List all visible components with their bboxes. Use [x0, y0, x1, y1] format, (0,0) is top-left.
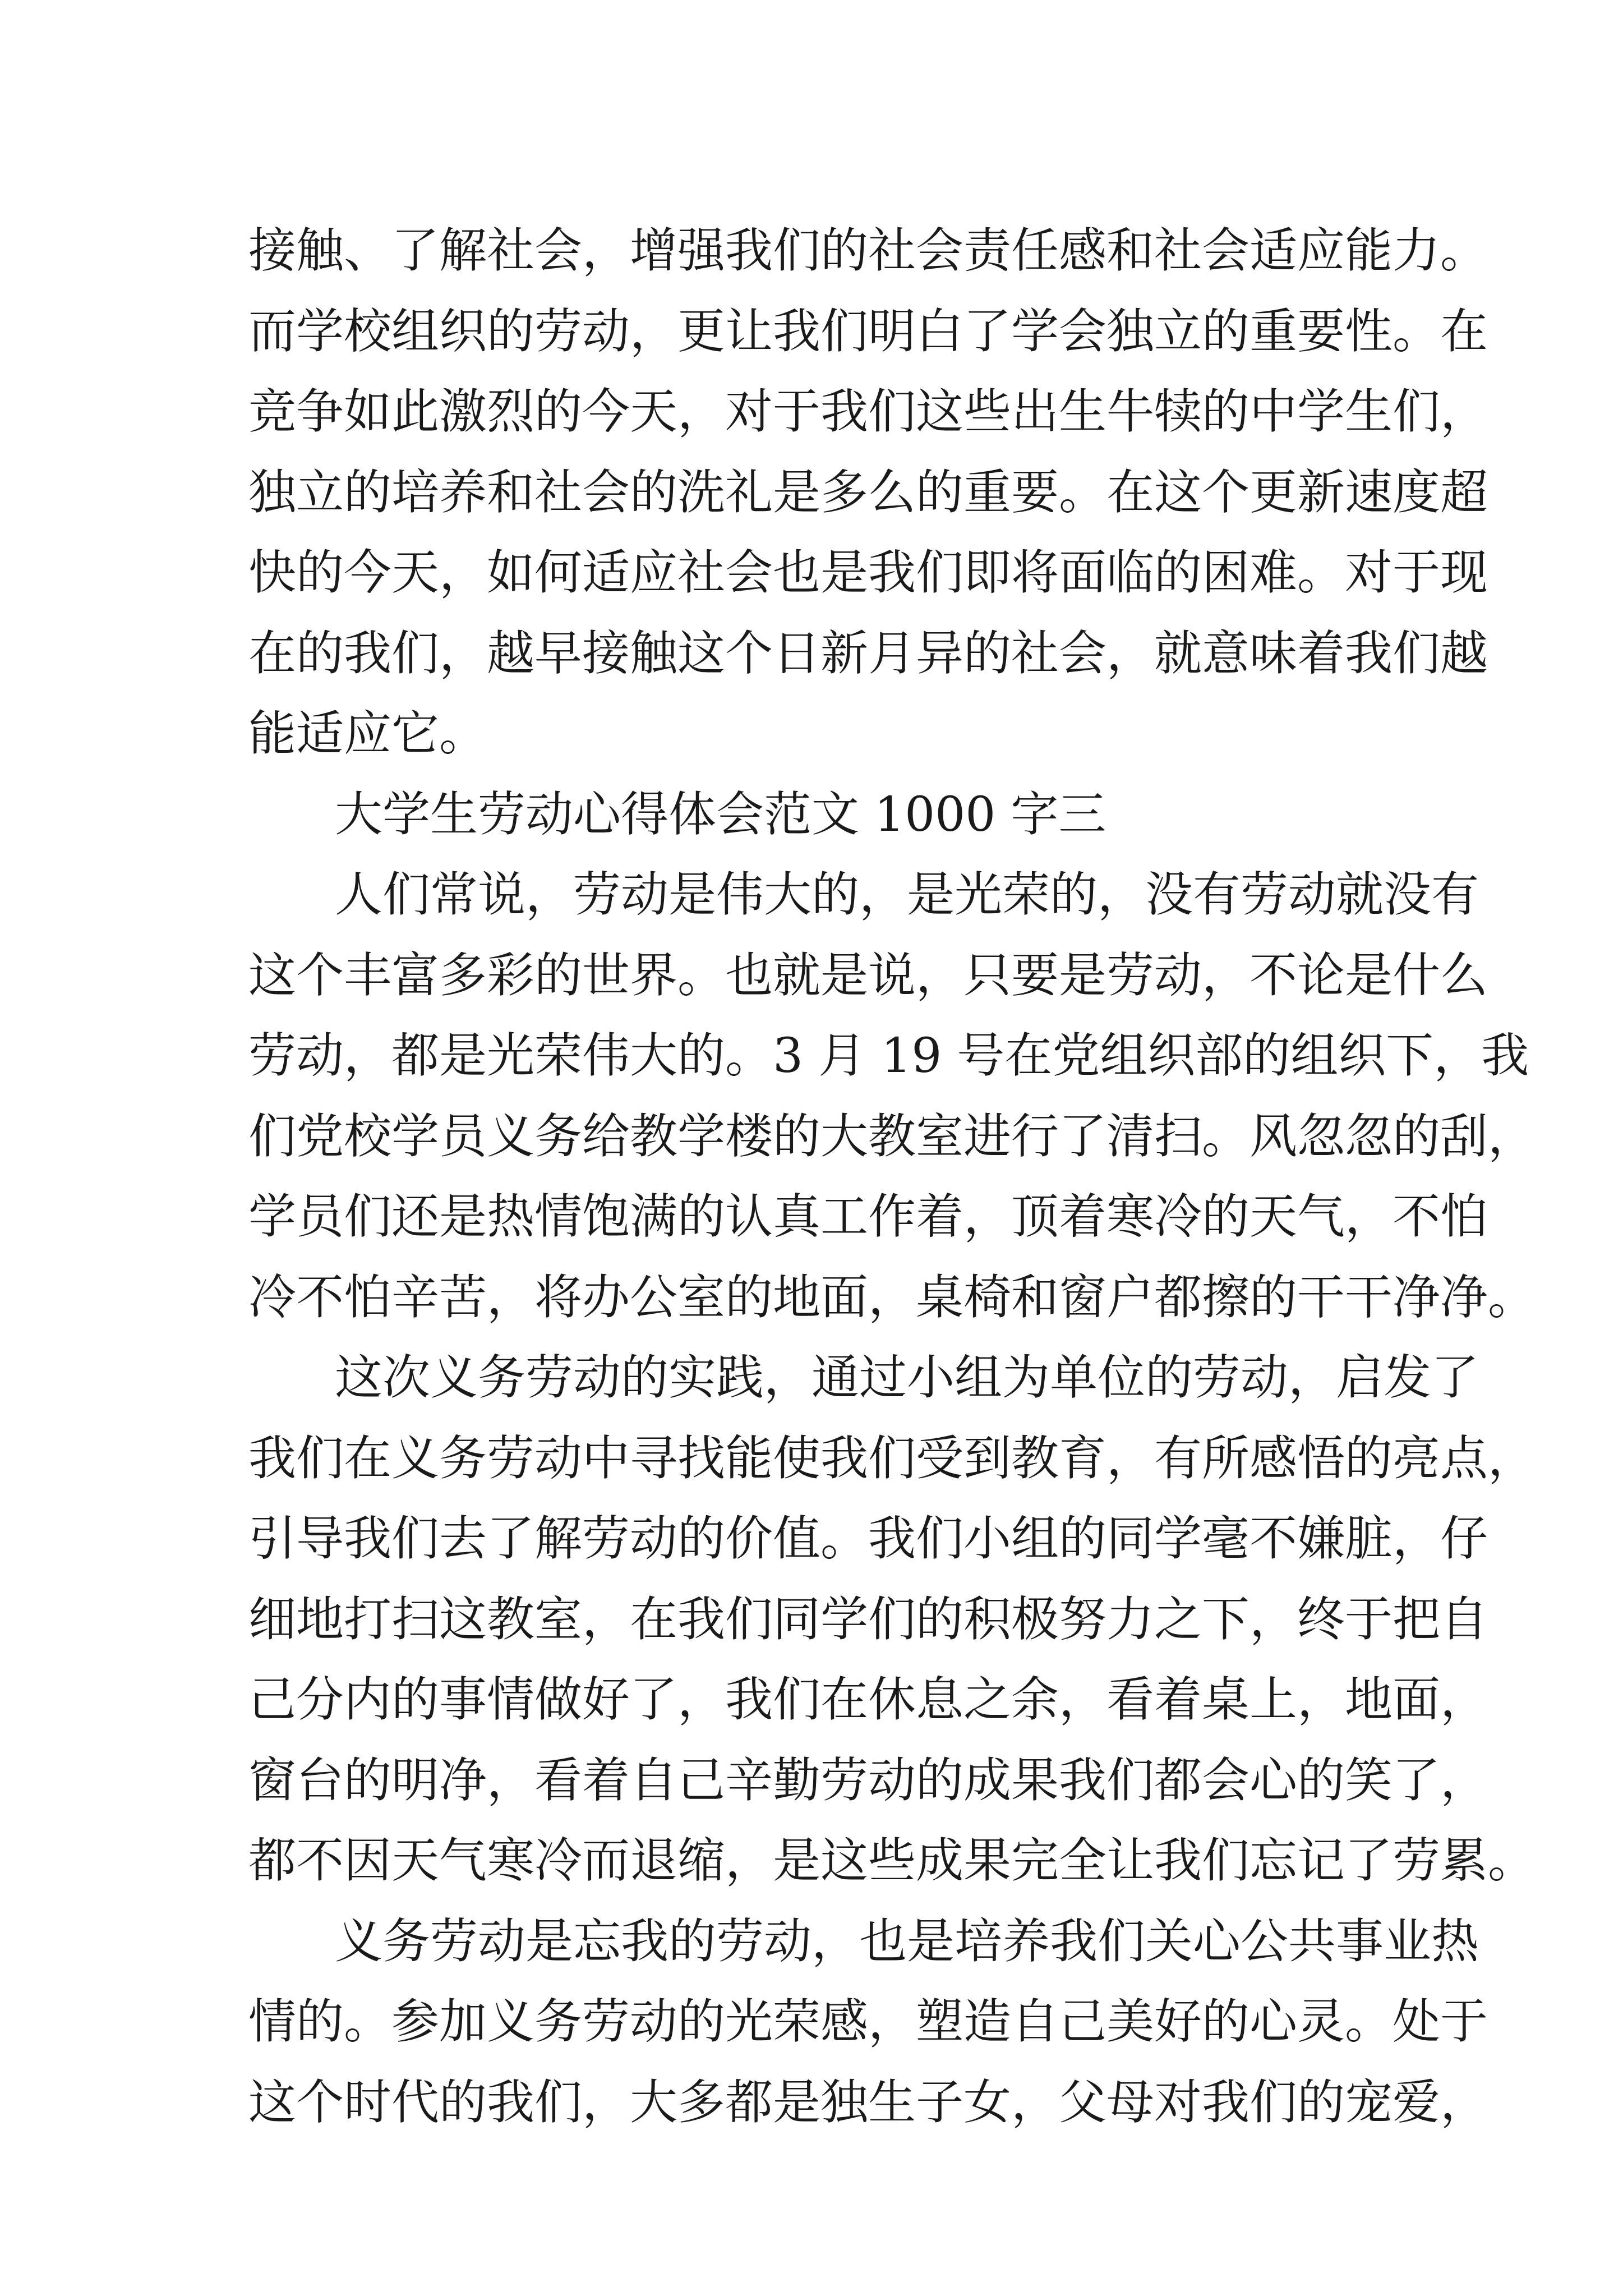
paragraph-first-line: 人们常说，劳动是伟大的，是光荣的，没有劳动就没有: [335, 867, 1479, 923]
text-line: 独立的培养和社会的洗礼是多么的重要。在这个更新速度超: [248, 464, 1488, 521]
paragraph-first-line: 义务劳动是忘我的劳动，也是培养我们关心公共事业热: [335, 1913, 1479, 1970]
text-line: 窗台的明净，看着自己辛勤劳动的成果我们都会心的笑了，: [248, 1752, 1488, 1809]
text-line: 这个丰富多彩的世界。也就是说，只要是劳动，不论是什么: [248, 947, 1488, 1004]
text-line: 接触、了解社会，增强我们的社会责任感和社会适应能力。: [248, 223, 1488, 279]
text-line: 细地打扫这教室，在我们同学们的积极努力之下，终于把自: [248, 1591, 1488, 1648]
text-line: 己分内的事情做好了，我们在休息之余，看着桌上，地面，: [248, 1672, 1488, 1728]
text-line: 竞争如此激烈的今天，对于我们这些出生牛犊的中学生们，: [248, 384, 1488, 440]
text-line: 们党校学员义务给教学楼的大教室进行了清扫。风忽忽的刮，: [248, 1108, 1536, 1165]
text-line: 在的我们，越早接触这个日新月异的社会，就意味着我们越: [248, 625, 1488, 682]
text-line: 快的今天，如何适应社会也是我们即将面临的困难。对于现: [248, 545, 1488, 601]
text-line: 能适应它。: [248, 706, 487, 762]
text-line: 引导我们去了解劳动的价值。我们小组的同学毫不嫌脏，仔: [248, 1511, 1488, 1567]
text-line: 都不因天气寒冷而退缩，是这些成果完全让我们忘记了劳累。: [248, 1833, 1536, 1889]
text-line: 而学校组织的劳动，更让我们明白了学会独立的重要性。在: [248, 303, 1488, 360]
document-body: [248, 211, 1536, 2143]
paragraph-first-line: 这次义务劳动的实践，通过小组为单位的劳动，启发了: [335, 1350, 1479, 1406]
section-heading: 大学生劳动心得体会范文 1000 字三: [335, 786, 1106, 843]
text-line: 我们在义务劳动中寻找能使我们受到教育，有所感悟的亮点，: [248, 1430, 1536, 1487]
text-line: 情的。参加义务劳动的光荣感，塑造自己美好的心灵。处于: [248, 1994, 1488, 2050]
text-line: 劳动，都是光荣伟大的。3 月 19 号在党组织部的组织下，我: [248, 1028, 1529, 1084]
text-line: 这个时代的我们，大多都是独生子女，父母对我们的宠爱，: [248, 2074, 1488, 2131]
text-line: 学员们还是热情饱满的认真工作着，顶着寒冷的天气，不怕: [248, 1189, 1488, 1245]
text-line: 冷不怕辛苦，将办公室的地面，桌椅和窗户都擦的干干净净。: [248, 1269, 1536, 1326]
